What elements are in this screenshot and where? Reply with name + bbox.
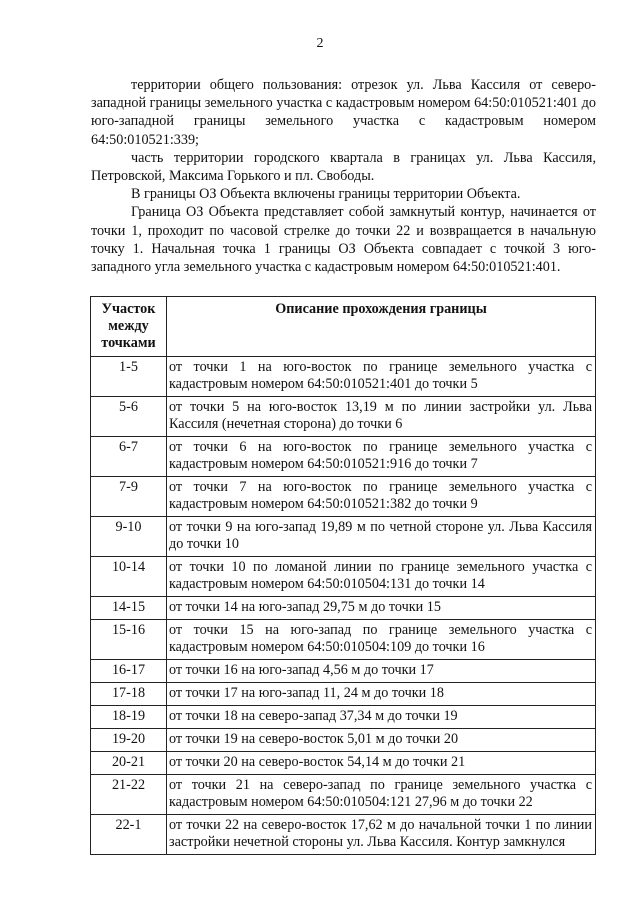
segment-cell: 19-20: [91, 729, 167, 752]
segment-cell: 5-6: [91, 397, 167, 437]
page-number: 2: [316, 36, 324, 51]
segment-cell: 22-1: [91, 815, 167, 855]
description-cell: от точки 22 на северо-восток 17,62 м до начальной точки 1 по линии застройки нечетной стороны ул. Льва Кассиля. Контур замкнулся: [167, 815, 596, 855]
boundary-table: [90, 296, 596, 855]
segment-cell: 16-17: [91, 660, 167, 683]
description-cell: от точки 16 на юго-запад 4,56 м до точки 17: [167, 660, 596, 683]
segment-cell: 17-18: [91, 683, 167, 706]
table-row: [91, 437, 596, 477]
table-row: [91, 597, 596, 620]
segment-cell: 10-14: [91, 557, 167, 597]
description-cell: от точки 10 по ломаной линии по границе земельного участка с кадастровым номером 64:50:010504:131 до точки 14: [167, 557, 596, 597]
table-row: [91, 752, 596, 775]
table-row: [91, 517, 596, 557]
table-row: [91, 557, 596, 597]
description-cell: от точки 7 на юго-восток по границе земельного участка с кадастровым номером 64:50:010521:382 до точки 9: [167, 477, 596, 517]
table-row: [91, 477, 596, 517]
segment-cell: 14-15: [91, 597, 167, 620]
paragraph-city-block: часть территории городского квартала в границах ул. Льва Кассиля, Петровской, Максима Горького и пл. Свободы.: [91, 149, 596, 185]
paragraph-public-territory: территории общего пользования: отрезок ул. Льва Кассиля от северо-западной границы земельного участка с кадастровым номером 64:50:010521:401 до юго-западной границы земельного участка с кадастровым номером 64:50:010521:339;: [91, 77, 596, 148]
description-cell: от точки 1 на юго-восток по границе земельного участка с кадастровым номером 64:50:010521:401 до точки 5: [167, 357, 596, 397]
segment-cell: 7-9: [91, 477, 167, 517]
segment-cell: 18-19: [91, 706, 167, 729]
table-header-row: [91, 297, 596, 357]
description-cell: от точки 17 на юго-запад 11, 24 м до точки 18: [167, 683, 596, 706]
table-row: [91, 815, 596, 855]
header-segment: Участок между точками: [91, 297, 167, 357]
table-row: [91, 729, 596, 752]
paragraph-contour-description: Граница ОЗ Объекта представляет собой замкнутый контур, начинается от точки 1, проходит по часовой стрелке до точки 22 и возвращается в начальную точку 1. Начальная точка 1 границы ОЗ Объекта совпадает с точкой 3 юго-западного угла земельного участка с кадастровым номером 64:50:010521:401.: [91, 204, 596, 276]
segment-cell: 9-10: [91, 517, 167, 557]
table-row: [91, 683, 596, 706]
description-cell: от точки 14 на юго-запад 29,75 м до точки 15: [167, 597, 596, 620]
description-cell: от точки 20 на северо-восток 54,14 м до точки 21: [167, 752, 596, 775]
description-cell: от точки 15 на юго-запад по границе земельного участка с кадастровым номером 64:50:010504:109 до точки 16: [167, 620, 596, 660]
segment-cell: 1-5: [91, 357, 167, 397]
body-text: [91, 76, 596, 276]
table-row: [91, 660, 596, 683]
table-row: [91, 620, 596, 660]
description-cell: от точки 5 на юго-восток 13,19 м по линии застройки ул. Льва Кассиля (нечетная сторона) до точки 6: [167, 397, 596, 437]
description-cell: от точки 6 на юго-восток по границе земельного участка с кадастровым номером 64:50:010521:916 до точки 7: [167, 437, 596, 477]
table-row: [91, 706, 596, 729]
table-row: [91, 397, 596, 437]
segment-cell: 20-21: [91, 752, 167, 775]
description-cell: от точки 18 на северо-запад 37,34 м до точки 19: [167, 706, 596, 729]
table-row: [91, 775, 596, 815]
description-cell: от точки 19 на северо-восток 5,01 м до точки 20: [167, 729, 596, 752]
segment-cell: 6-7: [91, 437, 167, 477]
paragraph-boundaries-included: В границы ОЗ Объекта включены границы территории Объекта.: [131, 186, 521, 203]
table-body: [91, 357, 596, 855]
description-cell: от точки 9 на юго-запад 19,89 м по четной стороне ул. Льва Кассиля до точки 10: [167, 517, 596, 557]
header-description: Описание прохождения границы: [167, 297, 596, 357]
segment-cell: 15-16: [91, 620, 167, 660]
description-cell: от точки 21 на северо-запад по границе земельного участка с кадастровым номером 64:50:010504:121 27,96 м до точки 22: [167, 775, 596, 815]
segment-cell: 21-22: [91, 775, 167, 815]
table-row: [91, 357, 596, 397]
